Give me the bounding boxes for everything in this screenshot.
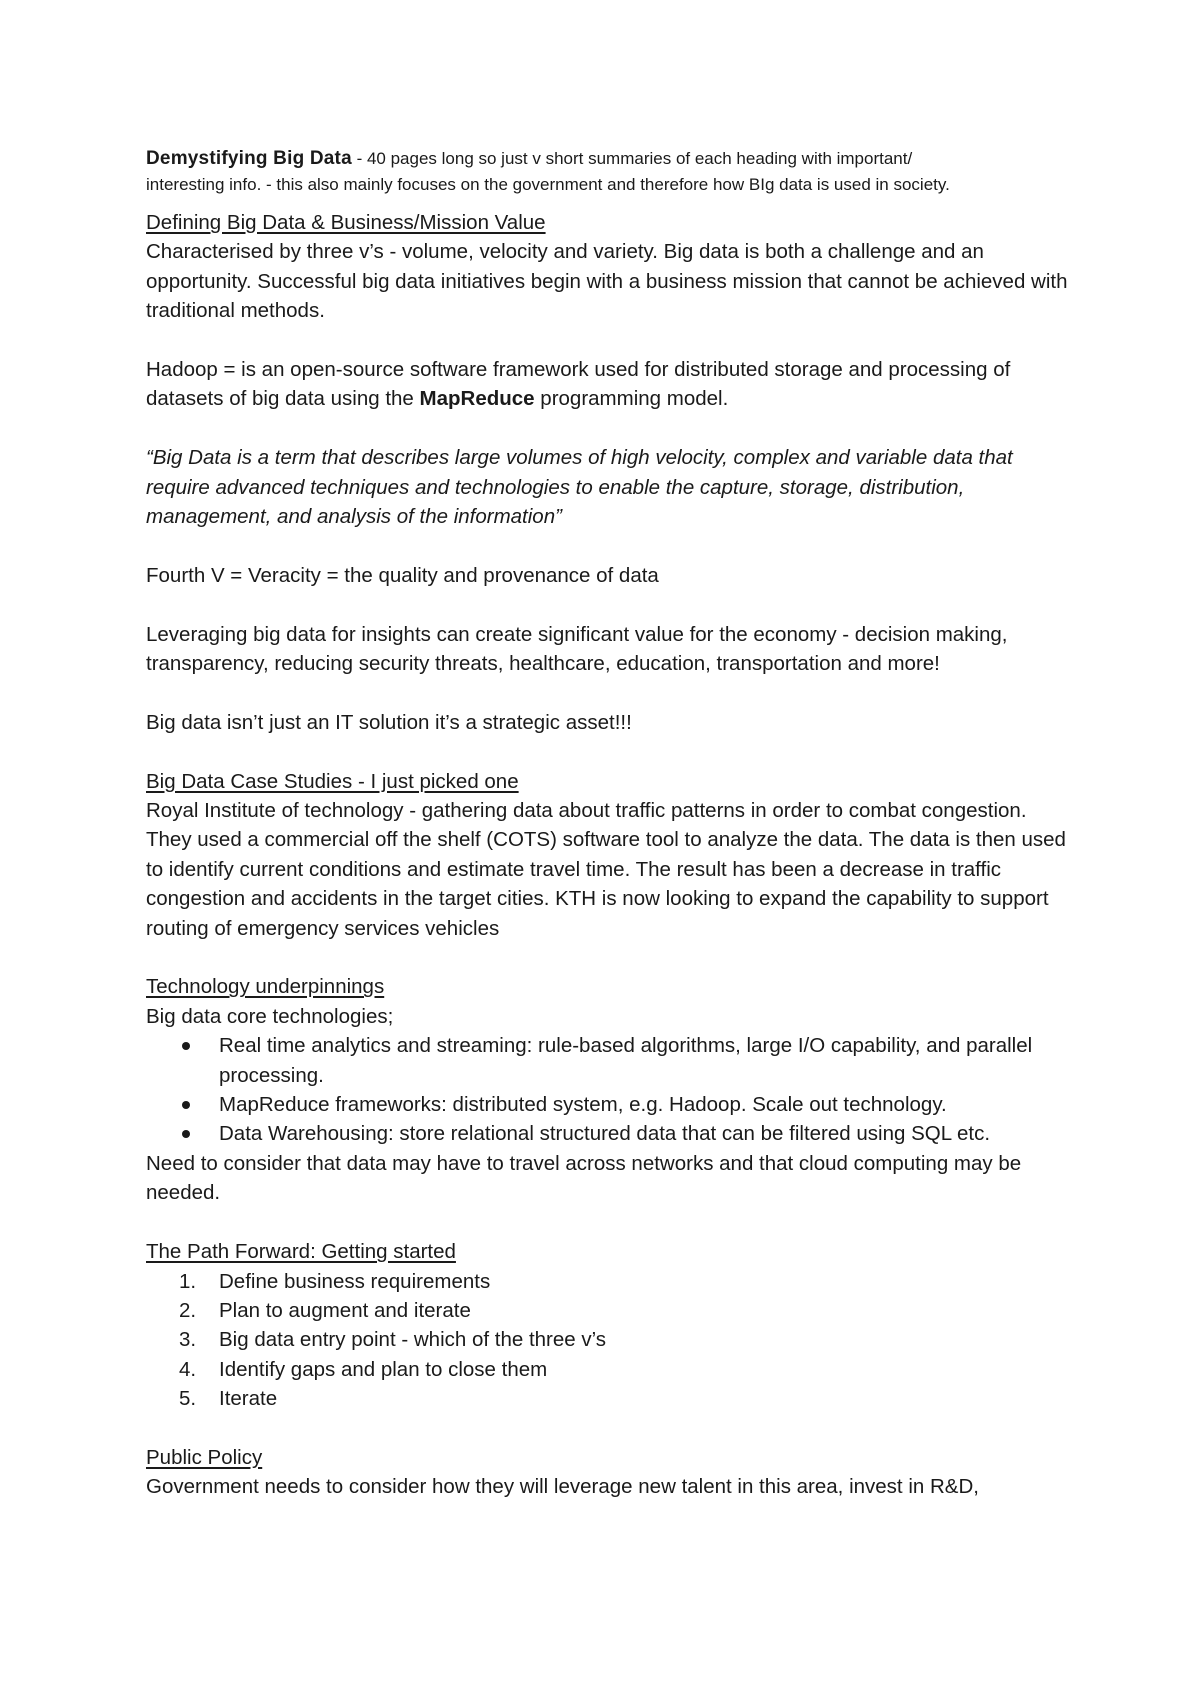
list-number: 5. (179, 1387, 197, 1411)
paragraph-leveraging: Leveraging big data for insights can create significant value for the economy - decision making, transparency, reducing security threats, healthcare, education, transportation and more! (146, 622, 1008, 676)
paragraph-networks-cloud: Need to consider that data may have to travel across networks and that cloud computing may be needed. (146, 1151, 1022, 1205)
big-data-quote: “Big Data is a term that describes large volumes of high velocity, complex and variable data that require advanced techniques and technologies to enable the capture, storage, distribution, management, and analysis of the information” (146, 446, 1013, 529)
paragraph-fourth-v: Fourth V = Veracity = the quality and provenance of data (146, 563, 659, 587)
bullet-icon (182, 1042, 190, 1050)
document-page (146, 146, 1076, 1502)
list-item-text: Identify gaps and plan to close them (219, 1357, 548, 1381)
bullet-text: MapReduce frameworks: distributed system, e.g. Hadoop. Scale out technology. (219, 1093, 947, 1117)
list-item (179, 1325, 1076, 1354)
list-item-text: Iterate (219, 1387, 278, 1411)
bullet-text: Real time analytics and streaming: rule-based algorithms, large I/O capability, and parallel processing. (219, 1034, 1033, 1087)
bullet-icon (182, 1130, 190, 1138)
document-title: Demystifying Big Data (146, 148, 352, 169)
paragraph-hadoop (146, 355, 1076, 414)
section-heading-technology: Technology underpinnings (146, 975, 385, 999)
list-number: 3. (179, 1328, 197, 1352)
list-number: 4. (179, 1357, 197, 1381)
list-item-text: Big data entry point - which of the three v’s (219, 1328, 607, 1352)
list-item (179, 1296, 1076, 1325)
list-number: 1. (179, 1269, 197, 1293)
document-body (146, 208, 1076, 1502)
list-item-text: Plan to augment and iterate (219, 1298, 471, 1322)
section-heading-public-policy: Public Policy (146, 1445, 263, 1469)
list-item (219, 1090, 1076, 1119)
section-heading-path-forward: The Path Forward: Getting started (146, 1240, 456, 1264)
bullet-icon (182, 1101, 190, 1109)
technology-bullet-list (146, 1031, 1076, 1149)
hadoop-text-before: Hadoop = is an open-source software framework used for distributed storage and processing of datasets of big data using the (146, 358, 1011, 411)
mapreduce-bold: MapReduce (419, 387, 535, 411)
section-heading-defining-big-data: Defining Big Data & Business/Mission Value (146, 211, 546, 234)
getting-started-numbered-list (146, 1267, 1076, 1414)
list-item (179, 1355, 1076, 1384)
list-item (179, 1267, 1076, 1296)
section-heading-case-studies: Big Data Case Studies - I just picked one (146, 769, 519, 793)
paragraph-case-study: Royal Institute of technology - gathering data about traffic patterns in order to combat congestion. They used a commercial off the shelf (COTS) software tool to analyze the data. The data is then used to identify current conditions and estimate travel time. The result has been a decrease in traffic congestion and accidents in the target cities. KTH is now looking to expand the capability to support routing of emergency services vehicles (146, 799, 1066, 940)
paragraph-core-technologies: Big data core technologies; (146, 1004, 394, 1028)
document-intro (146, 146, 1076, 198)
intro-text-line1: - 40 pages long so just v short summaries of each heading with important/ (351, 149, 913, 168)
paragraph-strategic-asset: Big data isn’t just an IT solution it’s a strategic asset!!! (146, 710, 632, 734)
list-item-text: Define business requirements (219, 1269, 491, 1293)
list-number: 2. (179, 1298, 197, 1322)
list-item (219, 1031, 1076, 1090)
list-item (219, 1119, 1076, 1148)
list-item (179, 1384, 1076, 1413)
paragraph-three-vs: Characterised by three v’s - volume, velocity and variety. Big data is both a challenge and an opportunity. Successful big data initiatives begin with a business mission that cannot be achieved with traditional methods. (146, 240, 1068, 323)
hadoop-text-after: programming model. (534, 387, 729, 411)
paragraph-public-policy: Government needs to consider how they will leverage new talent in this area, invest in R&D, (146, 1475, 979, 1499)
intro-text-line2: interesting info. - this also mainly focuses on the government and therefore how BIg data is used in society. (146, 175, 950, 194)
bullet-text: Data Warehousing: store relational structured data that can be filtered using SQL etc. (219, 1122, 991, 1146)
